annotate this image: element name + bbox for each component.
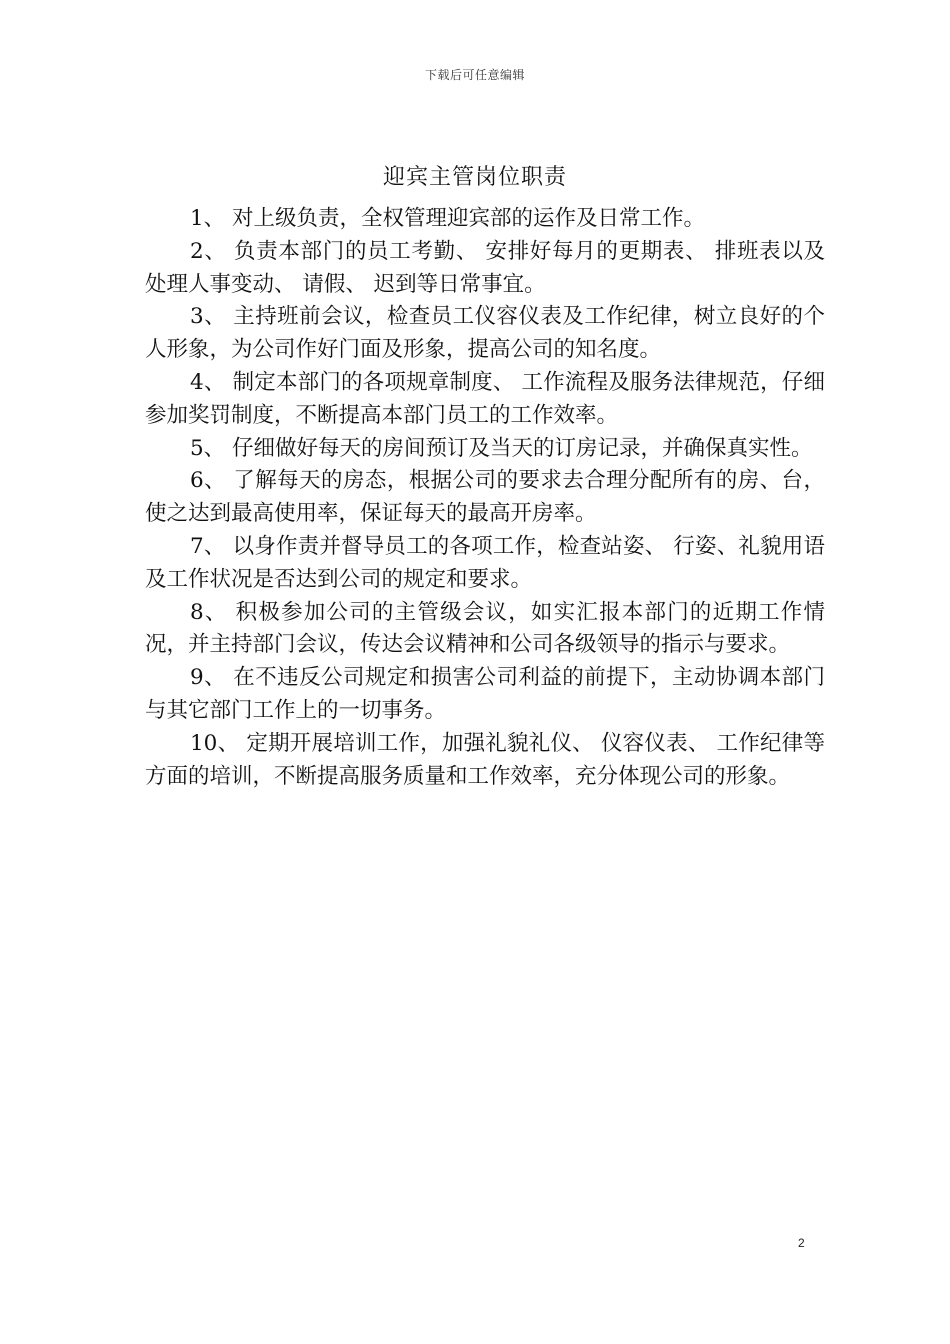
clause-text: 积极参加公司的主管级会议，如实汇报本部门的近期工作情况，并主持部门会议，传达会议精神和公司各级领导的指示与要求。	[145, 599, 825, 658]
clause-number: 8、	[190, 599, 228, 625]
header-note: 下载后可任意编辑	[424, 68, 525, 82]
clause-9	[145, 662, 825, 728]
clause-text: 仔细做好每天的房间预订及当天的订房记录，并确保真实性。	[225, 435, 813, 461]
clause-1	[145, 203, 825, 236]
clause-number: 7、	[190, 533, 226, 559]
clause-number: 1、	[190, 206, 226, 231]
clause-8	[145, 597, 825, 663]
clause-text: 制定本部门的各项规章制度、 工作流程及服务法律规范，仔细参加奖罚制度，不断提高本部门员工的工作效率。	[145, 369, 825, 428]
clause-6	[145, 465, 825, 531]
clause-4	[145, 367, 825, 433]
clause-number: 9、	[190, 665, 227, 691]
clause-text: 了解每天的房态，根据公司的要求去合理分配所有的房、台，使之达到最高使用率，保证每天的最高开房率。	[145, 468, 825, 527]
clause-number: 3、	[190, 304, 227, 330]
clause-number: 10、	[190, 730, 240, 756]
clause-7	[145, 531, 825, 597]
clause-number: 5、	[190, 435, 226, 461]
clause-10	[145, 728, 825, 794]
clause-5	[145, 433, 825, 466]
document-body	[145, 203, 825, 793]
clause-text: 负责本部门的员工考勤、 安排好每月的更期表、 排班表以及处理人事变动、 请假、 迟到等日常事宜。	[145, 238, 825, 297]
clause-number: 2、	[190, 238, 227, 264]
clause-text: 以身作责并督导员工的各项工作，检查站姿、 行姿、礼貌用语及工作状况是否达到公司的规定和要求。	[145, 533, 825, 592]
clause-text: 在不违反公司规定和损害公司利益的前提下，主动协调本部门与其它部门工作上的一切事务。	[145, 665, 825, 723]
clause-3	[145, 301, 825, 367]
clause-text: 主持班前会议，检查员工仪容仪表及工作纪律，树立良好的个人形象，为公司作好门面及形象，提高公司的知名度。	[145, 304, 825, 363]
clause-number: 4、	[190, 369, 226, 395]
clause-2	[145, 236, 825, 302]
document-title: 迎宾主管岗位职责	[382, 165, 567, 190]
clause-text: 定期开展培训工作，加强礼貌礼仪、 仪容仪表、 工作纪律等方面的培训，不断提高服务质量和工作效率，充分体现公司的形象。	[145, 730, 826, 789]
clause-number: 6、	[190, 468, 227, 494]
page-number: 2	[798, 1236, 805, 1250]
clause-text: 对上级负责，全权管理迎宾部的运作及日常工作。	[225, 206, 706, 231]
